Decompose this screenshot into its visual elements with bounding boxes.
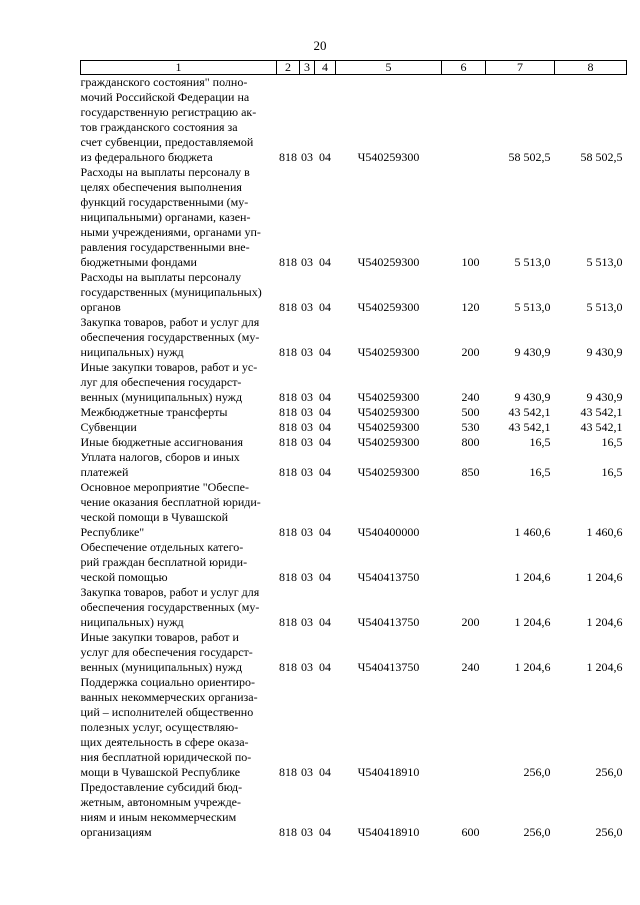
description-line: обеспечения государственных (му- [80,600,260,614]
amount-column-8: 5 513,0 [586,300,623,314]
section-code: 03 [301,765,313,779]
description-line: венных (муниципальных) нужд [80,390,243,404]
row-description [81,360,277,405]
target-article-code: Ч540259300 [357,345,420,359]
table-row [81,540,627,585]
amount-column-7: 256,0 [523,765,551,779]
amount-column-7: 5 513,0 [514,255,551,269]
description-line: Закупка товаров, работ и услуг для [80,585,260,599]
ministry-code: 818 [279,765,297,779]
table-row [81,435,627,450]
subsection-code: 04 [319,420,331,434]
ministry-code: 818 [279,390,297,404]
ministry-code: 818 [279,420,297,434]
subsection-code: 04 [319,390,331,404]
description-line: ческой помощью [80,570,168,584]
table-row [81,450,627,480]
amount-column-8: 1 204,6 [586,615,623,629]
target-article-code: Ч540413750 [357,660,420,674]
subsection-code: 04 [319,765,331,779]
expense-type-code: 100 [461,255,480,269]
column-header: 7 [486,61,555,75]
column-header: 6 [442,61,486,75]
description-line: Уплата налогов, сборов и иных [80,450,240,464]
subsection-code: 04 [319,435,331,449]
expense-type-code [442,675,486,780]
expense-type-code: 200 [461,615,480,629]
amount-column-8: 1 460,6 [586,525,623,539]
section-code: 03 [301,825,313,839]
amount-column-8: 1 204,6 [586,660,623,674]
budget-table [80,60,627,840]
target-article-code: Ч540259300 [357,390,420,404]
description-line: ния бесплатной юридической по- [80,750,252,764]
row-description [81,165,277,270]
amount-column-8: 9 430,9 [586,345,623,359]
amount-column-7: 16,5 [529,435,551,449]
section-code: 03 [301,390,313,404]
target-article-code: Ч540259300 [357,435,420,449]
description-line: чение оказания бесплатной юриди- [80,495,261,509]
row-description [81,540,277,585]
ministry-code: 818 [279,465,297,479]
column-header: 8 [555,61,627,75]
expense-type-code [442,75,486,166]
amount-column-7: 1 460,6 [514,525,551,539]
expense-type-code [442,540,486,585]
description-line: гражданского состояния" полно- [80,75,248,89]
ministry-code: 818 [279,570,297,584]
amount-column-8: 5 513,0 [586,255,623,269]
subsection-code: 04 [319,660,331,674]
target-article-code: Ч540259300 [357,150,420,164]
amount-column-8: 1 204,6 [586,570,623,584]
row-description [81,450,277,480]
amount-column-7: 9 430,9 [514,390,551,404]
target-article-code: Ч540418910 [357,825,420,839]
table-row [81,480,627,540]
column-header: 3 [300,61,315,75]
table-row [81,165,627,270]
table-header-row [81,61,627,75]
description-line: счет субвенции, предоставляемой [80,135,254,149]
ministry-code: 818 [279,615,297,629]
ministry-code: 818 [279,300,297,314]
description-line: государственную регистрацию ак- [80,105,257,119]
section-code: 03 [301,570,313,584]
description-line: мощи в Чувашской Республике [80,765,241,779]
description-line: целях обеспечения выполнения [80,180,242,194]
description-line: бюджетными фондами [80,255,197,269]
expense-type-code: 800 [461,435,480,449]
target-article-code: Ч540413750 [357,570,420,584]
section-code: 03 [301,420,313,434]
description-line: услуг для обеспечения государст- [80,645,253,659]
row-description [81,75,277,166]
amount-column-7: 256,0 [523,825,551,839]
row-description [81,270,277,315]
table-row [81,675,627,780]
table-row [81,270,627,315]
target-article-code: Ч540259300 [357,465,420,479]
ministry-code: 818 [279,405,297,419]
column-header: 4 [315,61,336,75]
row-description [81,585,277,630]
description-line: Расходы на выплаты персоналу [80,270,242,284]
row-description [81,780,277,840]
row-description [81,405,277,420]
row-description [81,675,277,780]
section-code: 03 [301,435,313,449]
amount-column-8: 43 542,1 [580,420,623,434]
table-row [81,585,627,630]
page-number: 20 [313,38,327,53]
target-article-code: Ч540259300 [357,405,420,419]
description-line: тов гражданского состояния за [80,120,238,134]
amount-column-7: 1 204,6 [514,615,551,629]
description-line: Расходы на выплаты персоналу в [80,165,250,179]
description-line: ческой помощи в Чувашской [80,510,229,524]
subsection-code: 04 [319,465,331,479]
expense-type-code: 850 [461,465,480,479]
subsection-code: 04 [319,150,331,164]
table-row [81,75,627,166]
section-code: 03 [301,660,313,674]
amount-column-8: 16,5 [601,435,623,449]
row-description [81,480,277,540]
target-article-code: Ч540259300 [357,300,420,314]
target-article-code: Ч540400000 [357,525,420,539]
section-code: 03 [301,150,313,164]
description-line: венных (муниципальных) нужд [80,660,243,674]
amount-column-7: 1 204,6 [514,570,551,584]
section-code: 03 [301,405,313,419]
description-line: из федерального бюджета [80,150,213,164]
description-line: ниям и иным некоммерческим [80,810,237,824]
section-code: 03 [301,255,313,269]
description-line: полезных услуг, осуществляю- [80,720,239,734]
amount-column-7: 43 542,1 [508,405,551,419]
description-line: функций государственными (му- [80,195,249,209]
target-article-code: Ч540413750 [357,615,420,629]
table-row [81,405,627,420]
description-line: платежей [80,465,129,479]
description-line: обеспечения государственных (му- [80,330,260,344]
row-description [81,315,277,360]
description-line: Поддержка социально ориентиро- [80,675,255,689]
subsection-code: 04 [319,405,331,419]
row-description [81,420,277,435]
table-row [81,630,627,675]
subsection-code: 04 [319,345,331,359]
description-line: ными учреждениями, органами уп- [80,225,261,239]
subsection-code: 04 [319,615,331,629]
section-code: 03 [301,525,313,539]
target-article-code: Ч540259300 [357,255,420,269]
subsection-code: 04 [319,825,331,839]
expense-type-code: 600 [461,825,480,839]
amount-column-7: 1 204,6 [514,660,551,674]
description-line: Иные закупки товаров, работ и ус- [80,360,258,374]
expense-type-code: 120 [461,300,480,314]
amount-column-8: 43 542,1 [580,405,623,419]
ministry-code: 818 [279,660,297,674]
section-code: 03 [301,300,313,314]
amount-column-7: 43 542,1 [508,420,551,434]
amount-column-7: 9 430,9 [514,345,551,359]
target-article-code: Ч540259300 [357,420,420,434]
amount-column-8: 58 502,5 [580,150,623,164]
row-description [81,435,277,450]
ministry-code: 818 [279,825,297,839]
description-line: луг для обеспечения государст- [80,375,242,389]
section-code: 03 [301,345,313,359]
table-row [81,780,627,840]
ministry-code: 818 [279,150,297,164]
table-row [81,360,627,405]
description-line: Основное мероприятие "Обеспе- [80,480,249,494]
subsection-code: 04 [319,255,331,269]
description-line: ниципальных) нужд [80,345,184,359]
description-line: рий граждан бесплатной юриди- [80,555,248,569]
amount-column-8: 16,5 [601,465,623,479]
description-line: Закупка товаров, работ и услуг для [80,315,260,329]
description-line: органов [80,300,121,314]
expense-type-code: 530 [461,420,480,434]
description-line: мочий Российской Федерации на [80,90,250,104]
description-line: ниципальных) нужд [80,615,184,629]
row-description [81,630,277,675]
description-line: Иные бюджетные ассигнования [80,435,243,449]
table-row [81,420,627,435]
subsection-code: 04 [319,300,331,314]
amount-column-7: 58 502,5 [508,150,551,164]
expense-type-code: 240 [461,390,480,404]
amount-column-8: 256,0 [595,825,623,839]
ministry-code: 818 [279,255,297,269]
ministry-code: 818 [279,525,297,539]
description-line: ниципальными) органами, казен- [80,210,251,224]
description-line: Субвенции [80,420,137,434]
description-line: Республике" [80,525,145,539]
column-header: 1 [81,61,277,75]
subsection-code: 04 [319,525,331,539]
expense-type-code: 200 [461,345,480,359]
description-line: Предоставление субсидий бюд- [80,780,243,794]
description-line: Обеспечение отдельных катего- [80,540,244,554]
description-line: ванных некоммерческих организа- [80,690,258,704]
column-header: 2 [277,61,300,75]
amount-column-7: 16,5 [529,465,551,479]
description-line: Иные закупки товаров, работ и [80,630,239,644]
expense-type-code: 240 [461,660,480,674]
description-line: жетным, автономным учрежде- [80,795,242,809]
amount-column-7: 5 513,0 [514,300,551,314]
section-code: 03 [301,465,313,479]
description-line: ций – исполнителей общественно [80,705,254,719]
section-code: 03 [301,615,313,629]
amount-column-8: 256,0 [595,765,623,779]
target-article-code: Ч540418910 [357,765,420,779]
ministry-code: 818 [279,345,297,359]
description-line: организациям [80,825,152,839]
amount-column-8: 9 430,9 [586,390,623,404]
description-line: Межбюджетные трансферты [80,405,228,419]
table-row [81,315,627,360]
column-header: 5 [336,61,442,75]
description-line: государственных (муниципальных) [80,285,262,299]
description-line: щих деятельность в сфере оказа- [80,735,249,749]
subsection-code: 04 [319,570,331,584]
expense-type-code: 500 [461,405,480,419]
description-line: равления государственными вне- [80,240,250,254]
ministry-code: 818 [279,435,297,449]
table-body [81,75,627,841]
expense-type-code [442,480,486,540]
